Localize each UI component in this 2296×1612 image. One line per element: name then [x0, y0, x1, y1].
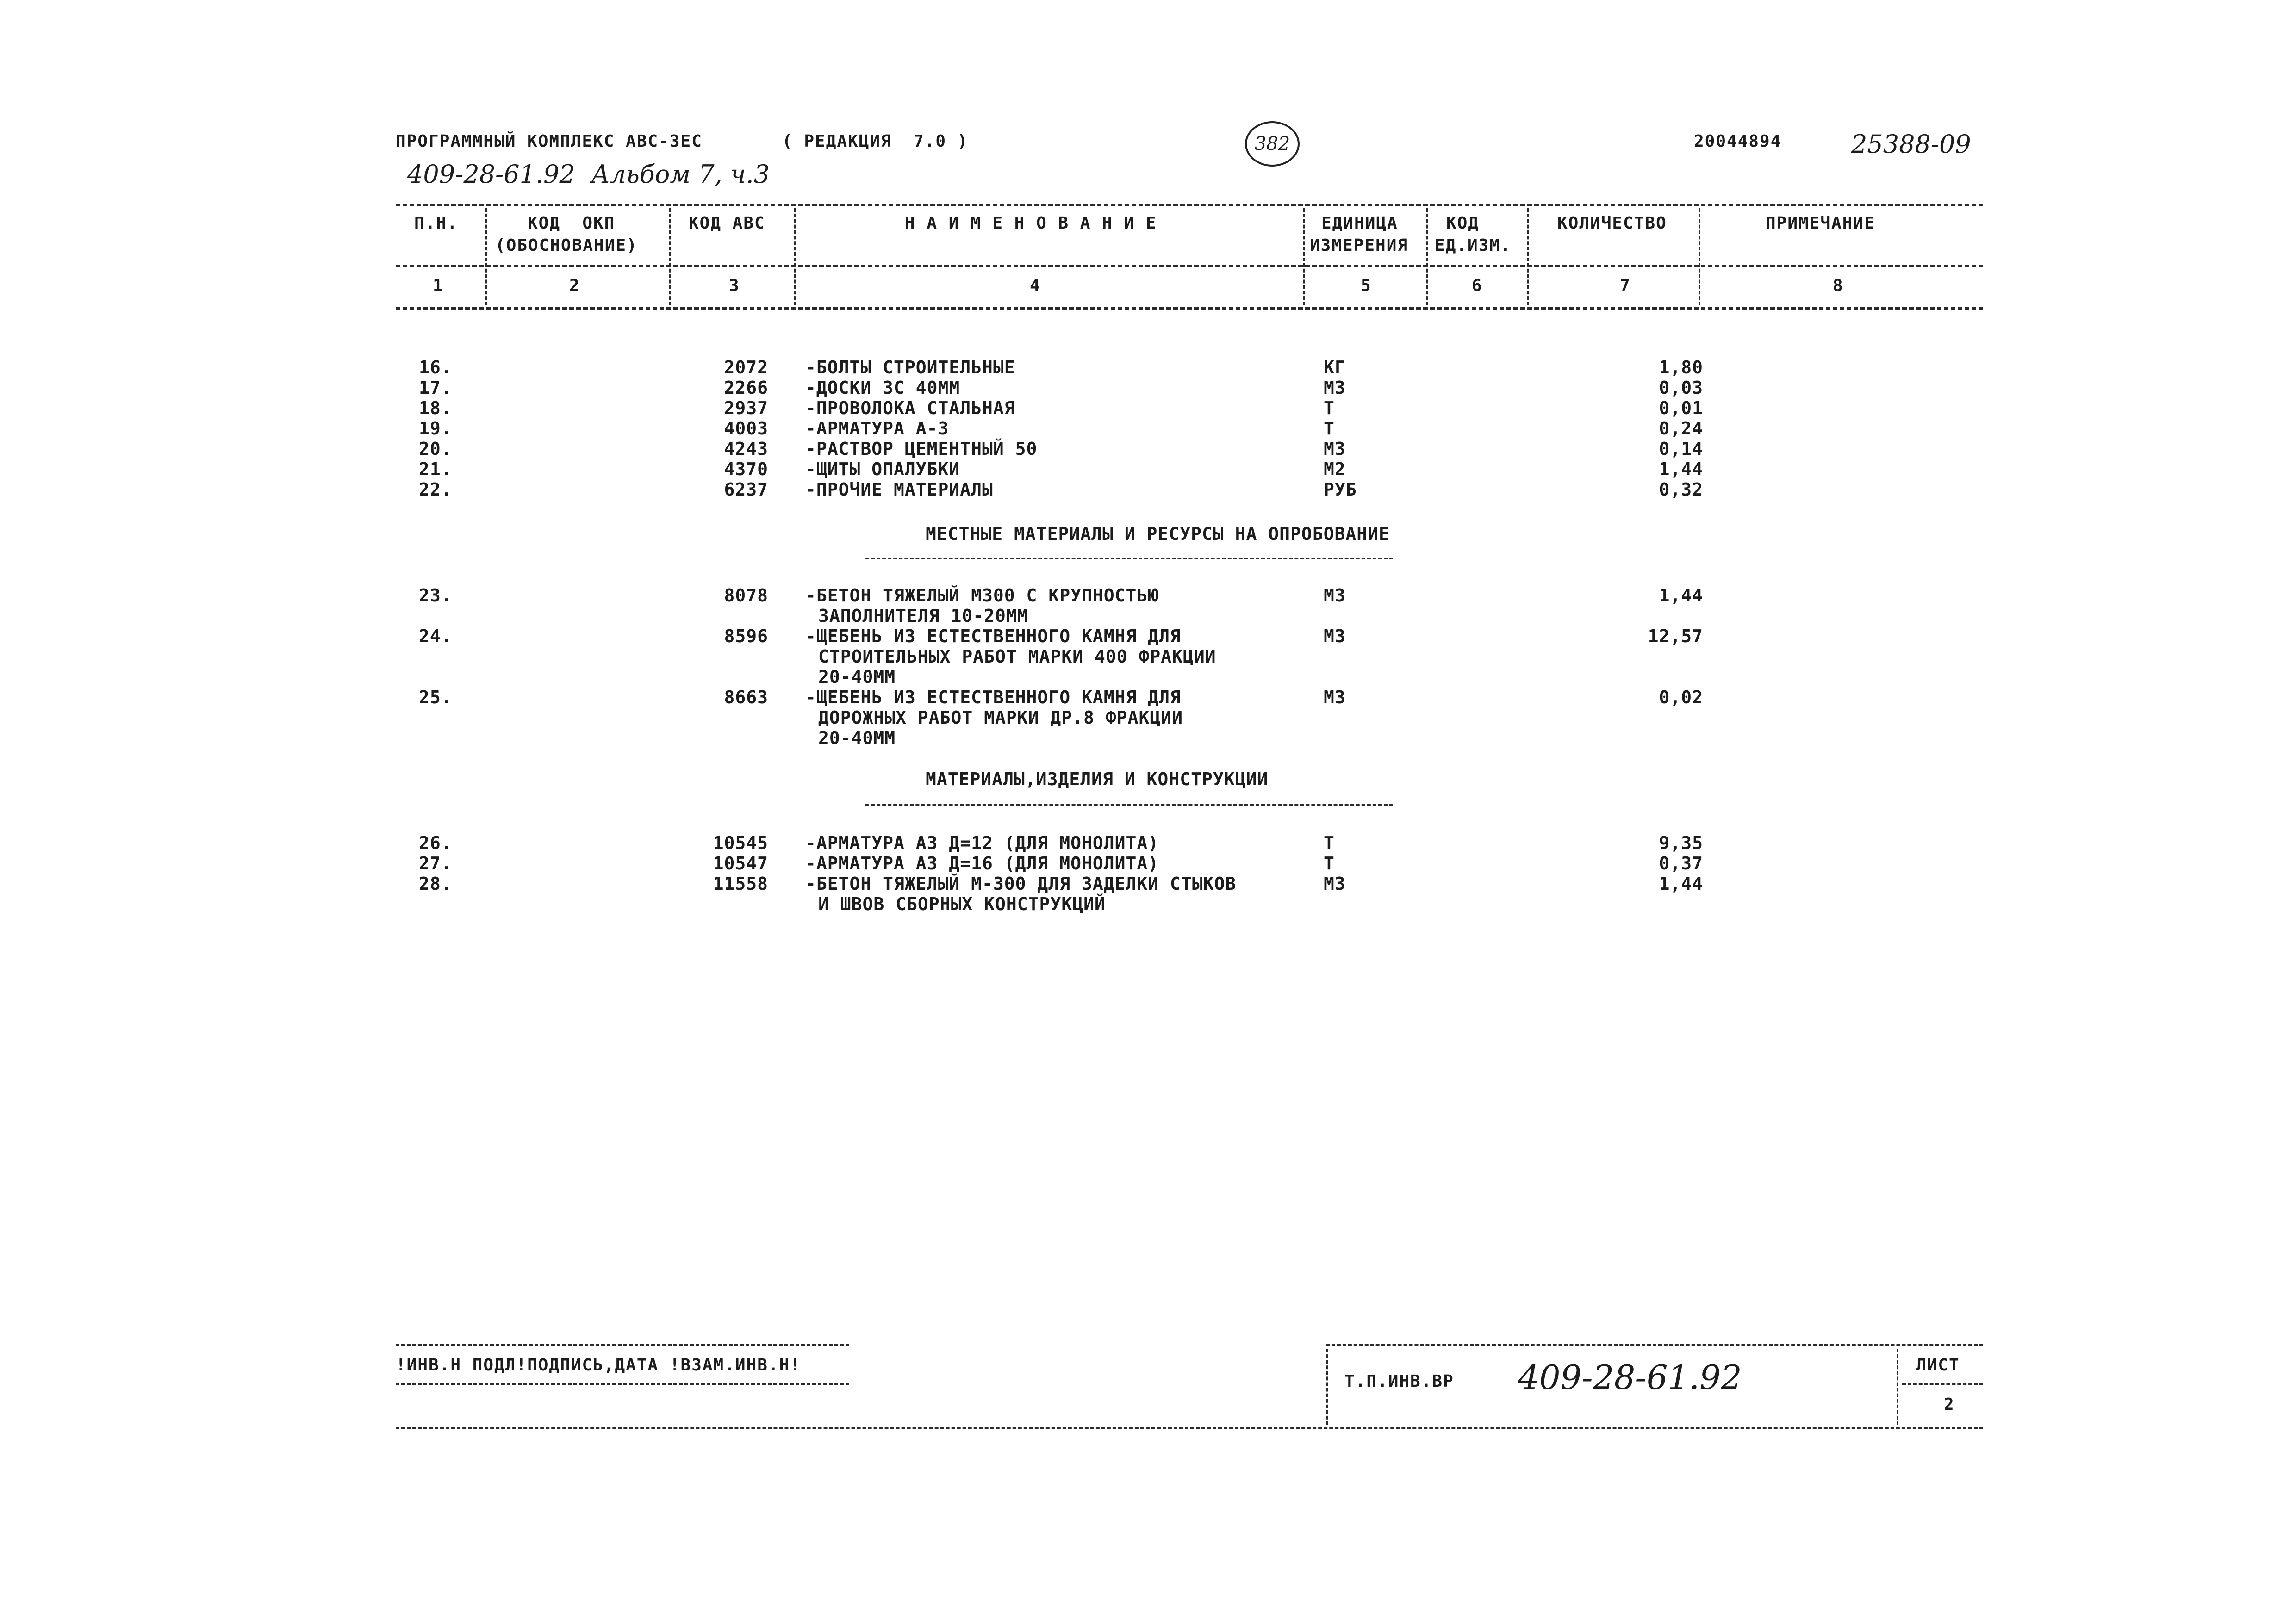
- document-number: 20044894: [1694, 132, 1782, 151]
- row-abc-code: 2937: [724, 398, 768, 418]
- row-unit: Т: [1324, 418, 1335, 439]
- col-sep-6: [1527, 208, 1529, 305]
- row-number: 22.: [419, 479, 452, 500]
- row-name-line: -АРМАТУРА А-3: [805, 418, 949, 439]
- col-sep-1: [485, 208, 487, 305]
- col-header-okp: КОД ОКП: [528, 214, 616, 233]
- row-quantity: 0,01: [1659, 398, 1703, 418]
- footer-signature-labels: !ИНВ.Н ПОДЛ!ПОДПИСЬ,ДАТА !ВЗАМ.ИНВ.Н!: [396, 1356, 801, 1375]
- row-number: 28.: [419, 874, 452, 894]
- col-header-unit: ЕДИНИЦА: [1321, 214, 1398, 233]
- col-sep-7: [1699, 208, 1700, 305]
- col-sep-5: [1426, 208, 1428, 305]
- row-unit: М3: [1324, 687, 1346, 707]
- row-abc-code: 2266: [724, 378, 768, 398]
- row-quantity: 0,03: [1659, 378, 1703, 398]
- footer-sheet-label: ЛИСТ: [1916, 1356, 1960, 1375]
- footer-bottom-rule: [396, 1427, 1983, 1429]
- row-unit: Т: [1324, 833, 1335, 853]
- col-number-6: 6: [1472, 276, 1483, 295]
- row-quantity: 0,37: [1659, 853, 1703, 874]
- row-unit: М2: [1324, 459, 1346, 479]
- row-name-line: ДОРОЖНЫХ РАБОТ МАРКИ ДР.8 ФРАКЦИИ: [818, 707, 1183, 728]
- row-quantity: 1,80: [1659, 357, 1703, 378]
- row-unit: РУБ: [1324, 479, 1357, 500]
- row-quantity: 0,24: [1659, 418, 1703, 439]
- row-number: 23.: [419, 585, 452, 606]
- row-quantity: 0,14: [1659, 439, 1703, 459]
- row-abc-code: 8663: [724, 687, 768, 707]
- row-name-line: -ПРОЧИЕ МАТЕРИАЛЫ: [805, 479, 993, 500]
- row-unit: Т: [1324, 398, 1335, 418]
- row-quantity: 1,44: [1659, 874, 1703, 894]
- header-top-rule: [396, 204, 1983, 206]
- row-unit: Т: [1324, 853, 1335, 874]
- col-number-1: 1: [433, 276, 444, 295]
- row-unit: М3: [1324, 378, 1346, 398]
- row-unit: КГ: [1324, 357, 1346, 378]
- page-stamp: 382: [1245, 121, 1300, 167]
- row-quantity: 9,35: [1659, 833, 1703, 853]
- col-header-note: ПРИМЕЧАНИЕ: [1766, 214, 1875, 233]
- row-abc-code: 4370: [724, 459, 768, 479]
- col-number-7: 7: [1620, 276, 1631, 295]
- row-quantity: 1,44: [1659, 459, 1703, 479]
- row-number: 18.: [419, 398, 452, 418]
- row-name-line: -ЩЕБЕНЬ ИЗ ЕСТЕСТВЕННОГО КАМНЯ ДЛЯ: [805, 626, 1181, 646]
- row-name-line: ЗАПОЛНИТЕЛЯ 10-20ММ: [818, 606, 1028, 626]
- section-title-materials-rule: [865, 804, 1393, 806]
- header-bottom-rule: [396, 307, 1983, 310]
- row-unit: М3: [1324, 439, 1346, 459]
- row-abc-code: 6237: [724, 479, 768, 500]
- row-number: 26.: [419, 833, 452, 853]
- row-abc-code: 10545: [713, 833, 768, 853]
- footer-right-sep: [1326, 1349, 1328, 1425]
- col-number-8: 8: [1833, 276, 1844, 295]
- program-name: ПРОГРАММНЫЙ КОМПЛЕКС АВС-3ЕС: [396, 132, 703, 151]
- row-name-line: 20-40ММ: [818, 667, 896, 687]
- footer-sheet-sep: [1897, 1349, 1898, 1425]
- row-number: 24.: [419, 626, 452, 646]
- row-abc-code: 8078: [724, 585, 768, 606]
- row-quantity: 0,02: [1659, 687, 1703, 707]
- col-header-pn: П.Н.: [414, 214, 458, 233]
- row-quantity: 0,32: [1659, 479, 1703, 500]
- footer-sheet-rule: [1902, 1383, 1983, 1385]
- row-name-line: -АРМАТУРА А3 Д=12 (ДЛЯ МОНОЛИТА): [805, 833, 1159, 853]
- row-abc-code: 2072: [724, 357, 768, 378]
- row-number: 16.: [419, 357, 452, 378]
- col-sep-4: [1303, 208, 1305, 305]
- row-name-line: -АРМАТУРА А3 Д=16 (ДЛЯ МОНОЛИТА): [805, 853, 1159, 874]
- row-abc-code: 10547: [713, 853, 768, 874]
- row-name-line: -БЕТОН ТЯЖЕЛЫЙ М300 С КРУПНОСТЬЮ: [805, 585, 1159, 606]
- row-name-line: -ДОСКИ 3С 40ММ: [805, 378, 960, 398]
- col-header-qty: КОЛИЧЕСТВО: [1557, 214, 1667, 233]
- col-number-3: 3: [729, 276, 740, 295]
- row-name-line: И ШВОВ СБОРНЫХ КОНСТРУКЦИЙ: [818, 894, 1106, 914]
- row-abc-code: 8596: [724, 626, 768, 646]
- row-number: 19.: [419, 418, 452, 439]
- row-name-line: -БОЛТЫ СТРОИТЕЛЬНЫЕ: [805, 357, 1015, 378]
- row-abc-code: 4243: [724, 439, 768, 459]
- row-number: 27.: [419, 853, 452, 874]
- handwritten-number: 25388-09: [1851, 130, 1971, 159]
- row-quantity: 12,57: [1648, 626, 1703, 646]
- col-header-abc: КОД АВС: [689, 214, 765, 233]
- footer-left-top-rule: [396, 1344, 849, 1346]
- col-header-code: КОД: [1446, 214, 1480, 233]
- col-number-4: 4: [1030, 276, 1041, 295]
- row-abc-code: 4003: [724, 418, 768, 439]
- row-unit: М3: [1324, 626, 1346, 646]
- footer-sheet-number: 2: [1944, 1395, 1955, 1414]
- col-header-code-2: ЕД.ИЗМ.: [1435, 236, 1512, 255]
- row-number: 20.: [419, 439, 452, 459]
- row-abc-code: 11558: [713, 874, 768, 894]
- section-title-materials: МАТЕРИАЛЫ,ИЗДЕЛИЯ И КОНСТРУКЦИИ: [926, 769, 1269, 789]
- col-sep-3: [794, 208, 796, 305]
- row-name-line: 20-40ММ: [818, 728, 896, 748]
- col-number-5: 5: [1361, 276, 1372, 295]
- row-unit: М3: [1324, 874, 1346, 894]
- row-unit: М3: [1324, 585, 1346, 606]
- col-header-name: Н А И М Е Н О В А Н И Е: [905, 214, 1157, 233]
- col-header-basis: (ОБОСНОВАНИЕ): [495, 236, 638, 255]
- col-header-unit-2: ИЗМЕРЕНИЯ: [1310, 236, 1409, 255]
- row-name-line: -ЩИТЫ ОПАЛУБКИ: [805, 459, 960, 479]
- section-title-local: МЕСТНЫЕ МАТЕРИАЛЫ И РЕСУРСЫ НА ОПРОБОВАНИЕ: [926, 524, 1390, 544]
- footer-right-top-rule: [1326, 1344, 1983, 1346]
- header-mid-rule: [396, 265, 1983, 267]
- col-sep-2: [669, 208, 671, 305]
- row-name-line: -ЩЕБЕНЬ ИЗ ЕСТЕСТВЕННОГО КАМНЯ ДЛЯ: [805, 687, 1181, 707]
- handwritten-album: 409-28-61.92 Альбом 7, ч.3: [407, 160, 770, 189]
- row-name-line: -РАСТВОР ЦЕМЕНТНЫЙ 50: [805, 439, 1038, 459]
- row-quantity: 1,44: [1659, 585, 1703, 606]
- row-name-line: -БЕТОН ТЯЖЕЛЫЙ М-300 ДЛЯ ЗАДЕЛКИ СТЫКОВ: [805, 874, 1237, 894]
- row-name-line: СТРОИТЕЛЬНЫХ РАБОТ МАРКИ 400 ФРАКЦИИ: [818, 646, 1216, 667]
- footer-inventory-label: Т.П.ИНВ.ВР: [1344, 1372, 1454, 1391]
- footer-left-mid-rule: [396, 1383, 849, 1385]
- row-number: 25.: [419, 687, 452, 707]
- edition: ( РЕДАКЦИЯ 7.0 ): [782, 132, 969, 151]
- row-number: 21.: [419, 459, 452, 479]
- col-number-2: 2: [569, 276, 580, 295]
- footer-handwritten-code: 409-28-61.92: [1518, 1358, 1742, 1397]
- row-name-line: -ПРОВОЛОКА СТАЛЬНАЯ: [805, 398, 1015, 418]
- row-number: 17.: [419, 378, 452, 398]
- section-title-local-rule: [865, 558, 1393, 559]
